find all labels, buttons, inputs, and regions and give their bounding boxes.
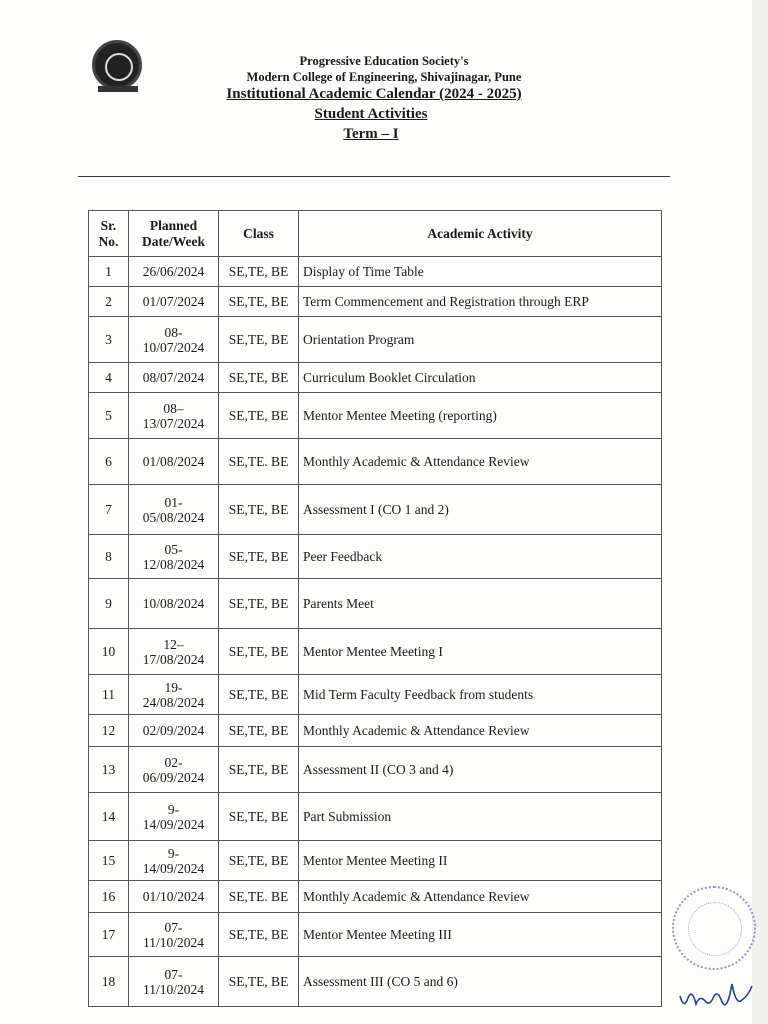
table-row	[89, 393, 662, 439]
table-row	[89, 629, 662, 675]
table-row	[89, 675, 662, 715]
header-sr-no: Sr. No.	[89, 211, 129, 257]
sr-no-cell: 7	[89, 485, 129, 535]
class-cell: SE,TE, BE	[219, 363, 299, 393]
activity-cell: Mentor Mentee Meeting I	[299, 629, 662, 675]
table-row	[89, 317, 662, 363]
planned-date-cell: 08- 10/07/2024	[129, 317, 219, 363]
calendar-subtitle: Student Activities	[314, 106, 428, 122]
activity-cell: Monthly Academic & Attendance Review	[299, 881, 662, 913]
sr-no-cell: 9	[89, 579, 129, 629]
activity-cell: Mid Term Faculty Feedback from students	[299, 675, 662, 715]
sr-no-cell: 8	[89, 535, 129, 579]
planned-date-cell: 9- 14/09/2024	[129, 793, 219, 841]
class-cell: SE,TE, BE	[219, 747, 299, 793]
sr-no-cell: 3	[89, 317, 129, 363]
signature	[676, 976, 756, 1016]
header-academic-activity: Academic Activity	[299, 211, 662, 257]
table-row	[89, 439, 662, 485]
table-row	[89, 257, 662, 287]
academic-calendar-table	[88, 210, 662, 1007]
class-cell: SE,TE, BE	[219, 317, 299, 363]
table-row	[89, 363, 662, 393]
planned-date-cell: 02/09/2024	[129, 715, 219, 747]
planned-date-cell: 01/08/2024	[129, 439, 219, 485]
table-row	[89, 579, 662, 629]
term-label: Term – I	[343, 126, 399, 142]
planned-date-cell: 02- 06/09/2024	[129, 747, 219, 793]
class-cell: SE,TE. BE	[219, 881, 299, 913]
class-cell: SE,TE, BE	[219, 957, 299, 1007]
table-row	[89, 841, 662, 881]
class-cell: SE,TE. BE	[219, 439, 299, 485]
class-cell: SE,TE, BE	[219, 287, 299, 317]
class-cell: SE,TE, BE	[219, 485, 299, 535]
activity-cell: Peer Feedback	[299, 535, 662, 579]
activity-cell: Mentor Mentee Meeting (reporting)	[299, 393, 662, 439]
class-cell: SE,TE, BE	[219, 913, 299, 957]
table-row	[89, 747, 662, 793]
college-stamp	[672, 886, 756, 970]
planned-date-cell: 01- 05/08/2024	[129, 485, 219, 535]
planned-date-cell: 01/07/2024	[129, 287, 219, 317]
page-edge	[752, 0, 768, 1024]
activity-cell: Part Submission	[299, 793, 662, 841]
table-row	[89, 957, 662, 1007]
activity-cell: Mentor Mentee Meeting III	[299, 913, 662, 957]
planned-date-cell: 08/07/2024	[129, 363, 219, 393]
college-name: Modern College of Engineering, Shivajinagar, Pune	[246, 70, 522, 84]
class-cell: SE,TE, BE	[219, 675, 299, 715]
planned-date-cell: 07- 11/10/2024	[129, 957, 219, 1007]
class-cell: SE,TE, BE	[219, 629, 299, 675]
planned-date-cell: 12– 17/08/2024	[129, 629, 219, 675]
class-cell: SE,TE, BE	[219, 793, 299, 841]
sr-no-cell: 5	[89, 393, 129, 439]
activity-cell: Orientation Program	[299, 317, 662, 363]
activity-cell: Mentor Mentee Meeting II	[299, 841, 662, 881]
planned-date-cell: 19- 24/08/2024	[129, 675, 219, 715]
class-cell: SE,TE, BE	[219, 535, 299, 579]
table-row	[89, 535, 662, 579]
header-class: Class	[219, 211, 299, 257]
sr-no-cell: 11	[89, 675, 129, 715]
planned-date-cell: 10/08/2024	[129, 579, 219, 629]
sr-no-cell: 14	[89, 793, 129, 841]
activity-cell: Curriculum Booklet Circulation	[299, 363, 662, 393]
planned-date-cell: 08– 13/07/2024	[129, 393, 219, 439]
header-divider	[78, 176, 670, 177]
class-cell: SE,TE, BE	[219, 841, 299, 881]
header-planned-date: Planned Date/Week	[129, 211, 219, 257]
class-cell: SE,TE, BE	[219, 579, 299, 629]
table-row	[89, 485, 662, 535]
calendar-title: Institutional Academic Calendar (2024 - 2025)	[226, 86, 522, 102]
sr-no-cell: 4	[89, 363, 129, 393]
activity-cell: Assessment III (CO 5 and 6)	[299, 957, 662, 1007]
activity-cell: Display of Time Table	[299, 257, 662, 287]
sr-no-cell: 6	[89, 439, 129, 485]
society-name: Progressive Education Society's	[299, 54, 469, 68]
sr-no-cell: 2	[89, 287, 129, 317]
class-cell: SE,TE, BE	[219, 393, 299, 439]
table-row	[89, 715, 662, 747]
sr-no-cell: 17	[89, 913, 129, 957]
table-row	[89, 913, 662, 957]
sr-no-cell: 18	[89, 957, 129, 1007]
sr-no-cell: 13	[89, 747, 129, 793]
activity-cell: Monthly Academic & Attendance Review	[299, 715, 662, 747]
planned-date-cell: 01/10/2024	[129, 881, 219, 913]
table-row	[89, 793, 662, 841]
planned-date-cell: 26/06/2024	[129, 257, 219, 287]
table-header-row	[89, 211, 662, 257]
sr-no-cell: 12	[89, 715, 129, 747]
activity-cell: Term Commencement and Registration through ERP	[299, 287, 662, 317]
activity-cell: Assessment I (CO 1 and 2)	[299, 485, 662, 535]
sr-no-cell: 16	[89, 881, 129, 913]
planned-date-cell: 07- 11/10/2024	[129, 913, 219, 957]
sr-no-cell: 10	[89, 629, 129, 675]
class-cell: SE,TE, BE	[219, 715, 299, 747]
table-row	[89, 287, 662, 317]
planned-date-cell: 05- 12/08/2024	[129, 535, 219, 579]
activity-cell: Monthly Academic & Attendance Review	[299, 439, 662, 485]
activity-cell: Assessment II (CO 3 and 4)	[299, 747, 662, 793]
sr-no-cell: 1	[89, 257, 129, 287]
table-row	[89, 881, 662, 913]
class-cell: SE,TE, BE	[219, 257, 299, 287]
planned-date-cell: 9- 14/09/2024	[129, 841, 219, 881]
activity-cell: Parents Meet	[299, 579, 662, 629]
sr-no-cell: 15	[89, 841, 129, 881]
